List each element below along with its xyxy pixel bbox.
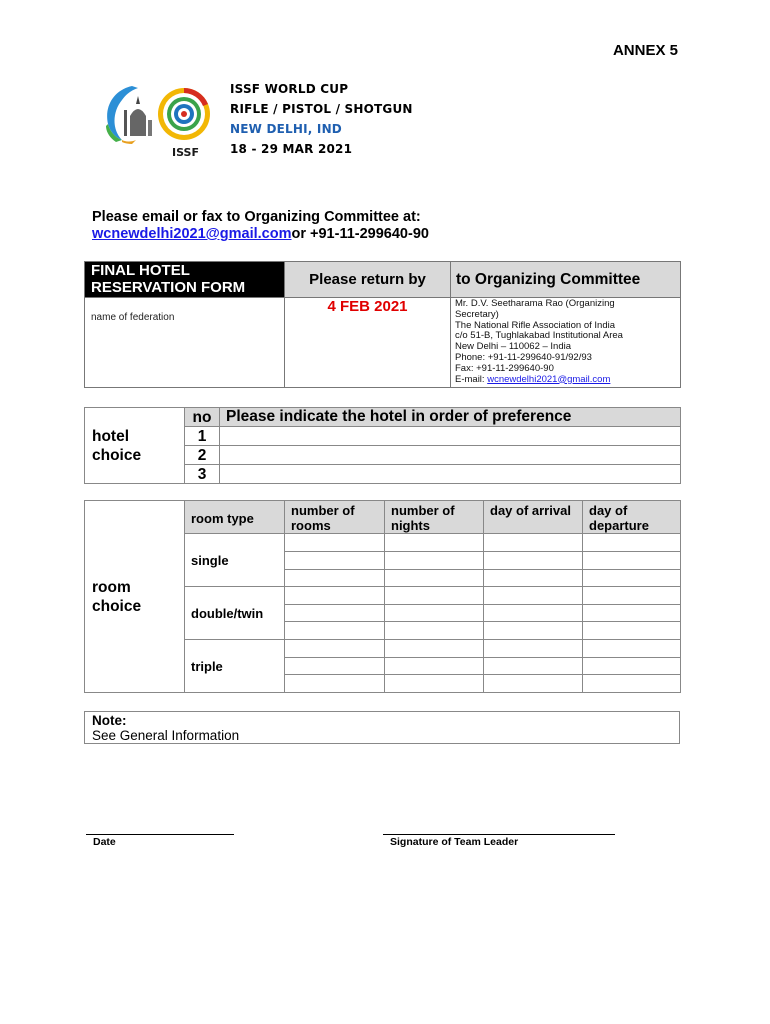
signature-line[interactable] (383, 834, 615, 835)
rooms-cell[interactable] (285, 551, 385, 569)
hotel-choice-table (84, 407, 681, 484)
hotel-choice-label-line2: choice (92, 446, 142, 464)
arrival-cell[interactable] (484, 640, 583, 658)
rooms-cell[interactable] (285, 675, 385, 693)
hotel-preference-1-field[interactable] (220, 427, 681, 446)
rooms-cell[interactable] (285, 569, 385, 587)
hotel-no-header: no (185, 408, 220, 427)
contact-line: Phone: +91-11-299640-91/92/93 (455, 351, 592, 363)
annex-label: ANNEX 5 (612, 42, 678, 59)
hotel-choice-label-line1: hotel (92, 427, 130, 445)
arrival-cell[interactable] (484, 622, 583, 640)
reservation-table (84, 261, 681, 388)
departure-cell[interactable] (583, 551, 681, 569)
arrival-cell[interactable] (484, 587, 583, 605)
room-type-double-twin: double/twin (185, 587, 285, 640)
rooms-cell[interactable] (285, 587, 385, 605)
form-title-line1: FINAL HOTEL (91, 262, 190, 279)
event-location: NEW DELHI, IND (230, 122, 342, 136)
return-date: 4 FEB 2021 (285, 298, 451, 388)
issf-logo (102, 80, 217, 160)
departure-cell[interactable] (583, 657, 681, 675)
arrival-cell[interactable] (484, 657, 583, 675)
contact-line: Secretary) (455, 308, 499, 320)
nights-cell[interactable] (385, 604, 484, 622)
return-by-header: Please return by (285, 262, 451, 298)
number-of-nights-header: number of nights (385, 501, 484, 534)
departure-cell[interactable] (583, 587, 681, 605)
form-title (85, 262, 285, 298)
contact-line: Fax: +91-11-299640-90 (455, 362, 554, 374)
instructions-contact (92, 226, 429, 242)
issf-logo-text: ISSF (172, 146, 199, 159)
instructions-phone: or +91-11-299640-90 (291, 226, 429, 242)
nights-cell[interactable] (385, 569, 484, 587)
to-organizing-committee-header: to Organizing Committee (451, 262, 681, 298)
nights-cell[interactable] (385, 551, 484, 569)
arrival-cell[interactable] (484, 551, 583, 569)
arrival-cell[interactable] (484, 604, 583, 622)
date-line[interactable] (86, 834, 234, 835)
hotel-choice-label (85, 408, 185, 484)
nights-cell[interactable] (385, 534, 484, 552)
day-of-departure-header: day of departure (583, 501, 681, 534)
room-type-single: single (185, 534, 285, 587)
instructions-email-link[interactable]: wcnewdelhi2021@gmail.com (92, 226, 292, 242)
departure-cell[interactable] (583, 622, 681, 640)
event-dates: 18 - 29 MAR 2021 (230, 142, 353, 156)
arrival-cell[interactable] (484, 569, 583, 587)
event-title: ISSF WORLD CUP (230, 82, 349, 96)
instructions-text: Please email or fax to Organizing Committee at: (92, 209, 421, 225)
departure-cell[interactable] (583, 569, 681, 587)
note-text: See General Information (92, 728, 240, 743)
issf-emblem-icon (102, 80, 217, 160)
date-label: Date (93, 836, 116, 848)
nights-cell[interactable] (385, 675, 484, 693)
rooms-cell[interactable] (285, 604, 385, 622)
hotel-no-2: 2 (185, 446, 220, 465)
nights-cell[interactable] (385, 587, 484, 605)
arrival-cell[interactable] (484, 534, 583, 552)
contact-line: The National Rifle Association of India (455, 319, 616, 331)
contact-line: c/o 51-B, Tughlakabad Institutional Area (455, 330, 623, 342)
room-choice-table (84, 500, 681, 693)
room-choice-label-line2: choice (92, 597, 142, 615)
note-title: Note: (92, 713, 127, 728)
hotel-preference-3-field[interactable] (220, 465, 681, 484)
nights-cell[interactable] (385, 657, 484, 675)
contact-email-label: E-mail: (455, 373, 488, 385)
room-choice-label-line1: room (92, 578, 131, 596)
federation-label: name of federation (91, 312, 175, 323)
hotel-no-1: 1 (185, 427, 220, 446)
number-of-rooms-header: number of rooms (285, 501, 385, 534)
departure-cell[interactable] (583, 675, 681, 693)
hotel-no-3: 3 (185, 465, 220, 484)
hotel-preference-header: Please indicate the hotel in order of preference (220, 408, 681, 427)
nights-cell[interactable] (385, 640, 484, 658)
federation-cell[interactable] (85, 298, 285, 388)
note-box (84, 711, 680, 744)
rooms-cell[interactable] (285, 534, 385, 552)
departure-cell[interactable] (583, 604, 681, 622)
rooms-cell[interactable] (285, 640, 385, 658)
hotel-preference-2-field[interactable] (220, 446, 681, 465)
day-of-arrival-header: day of arrival (484, 501, 583, 534)
nights-cell[interactable] (385, 622, 484, 640)
departure-cell[interactable] (583, 640, 681, 658)
contact-line: Mr. D.V. Seetharama Rao (Organizing (455, 298, 615, 309)
form-title-line2: RESERVATION FORM (91, 279, 246, 296)
arrival-cell[interactable] (484, 675, 583, 693)
contact-email-link[interactable]: wcnewdelhi2021@gmail.com (487, 373, 611, 385)
event-disciplines: RIFLE / PISTOL / SHOTGUN (230, 102, 413, 116)
room-type-triple: triple (185, 640, 285, 693)
room-type-header: room type (185, 501, 285, 534)
rooms-cell[interactable] (285, 657, 385, 675)
departure-cell[interactable] (583, 534, 681, 552)
organizing-contact (451, 298, 681, 388)
contact-line: New Delhi – 110062 – India (455, 341, 572, 353)
signature-label: Signature of Team Leader (390, 836, 519, 848)
contact-email-line (455, 375, 676, 386)
room-choice-label (85, 501, 185, 693)
rooms-cell[interactable] (285, 622, 385, 640)
